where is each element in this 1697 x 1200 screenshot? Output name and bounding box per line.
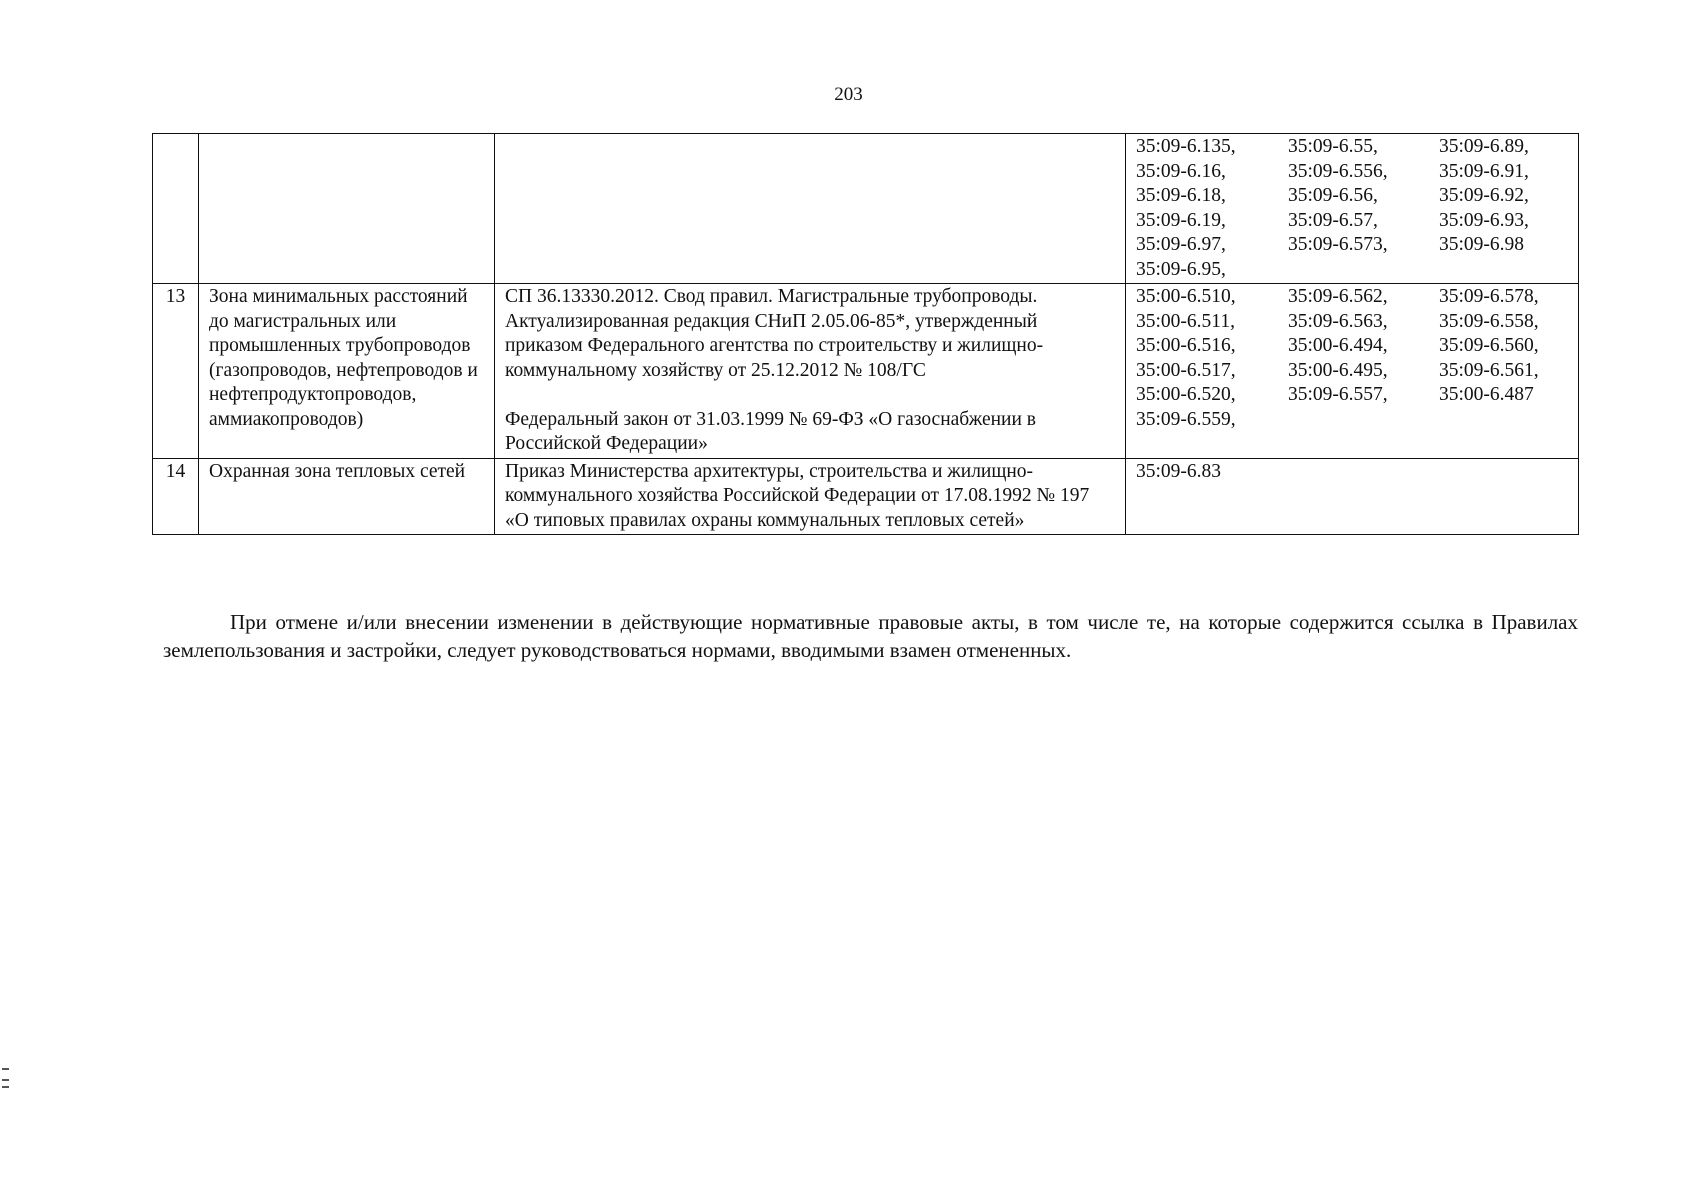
registry-number: 35:09-6.558, [1439, 310, 1539, 332]
registry-number: 35:09-6.55, [1288, 136, 1378, 157]
zones-table-body [153, 134, 1579, 535]
registry-number: 35:09-6.97, [1136, 234, 1226, 255]
registry-number: 35:00-6.510, [1136, 286, 1236, 307]
registry-number: 35:00-6.520, [1136, 384, 1236, 405]
registry-numbers [1126, 284, 1579, 459]
registry-number: 35:09-6.89, [1439, 136, 1529, 157]
registry-number: 35:00-6.487 [1439, 384, 1534, 405]
registry-number: 35:09-6.91, [1439, 160, 1529, 182]
registry-number: 35:00-6.495, [1288, 359, 1388, 381]
registry-numbers-grid [1136, 285, 1574, 432]
row-number [153, 134, 199, 284]
registry-number: 35:09-6.92, [1439, 185, 1529, 206]
registry-number: 35:09-6.19, [1136, 209, 1226, 231]
registry-number: 35:09-6.556, [1288, 160, 1388, 182]
registry-number: 35:09-6.562, [1288, 286, 1388, 307]
registry-numbers-grid [1136, 135, 1574, 282]
registry-number: 35:09-6.93, [1439, 209, 1529, 231]
registry-number: 35:00-6.516, [1136, 335, 1236, 356]
registry-numbers-grid [1136, 460, 1574, 485]
registry-number: 35:00-6.511, [1136, 310, 1235, 332]
registry-number: 35:09-6.563, [1288, 310, 1388, 332]
registry-number: 35:09-6.83 [1136, 460, 1222, 482]
regulatory-document [495, 134, 1126, 284]
amendment-note-text: При отмене и/или внесении изменении в действующие нормативные правовые акты, в том числе те, на которые содержится ссылка в Правилах землепользования и застройки, следует руководствоваться нормами, вводимыми взамен отмененных. [163, 610, 1578, 662]
registry-number: 35:09-6.98 [1439, 234, 1525, 255]
table-row [153, 284, 1579, 459]
registry-number: 35:09-6.18, [1136, 185, 1226, 206]
page-number: 203 [834, 84, 863, 105]
registry-number: 35:00-6.517, [1136, 359, 1236, 381]
document-paragraph: СП 36.13330.2012. Свод правил. Магистральные трубопроводы. Актуализированная редакция СНиП 2.05.06-85*, утвержденный приказом Федерального агентства по строительству и жилищно-коммунальному хозяйству от 25.12.2012 № 108/ГС [505, 286, 1044, 381]
zone-name: Зона минимальных расстояний до магистральных или промышленных трубопроводов (газопроводов, нефтепроводов и нефтепродуктопроводов, аммиакопроводов) [199, 284, 495, 459]
document-paragraph: Федеральный закон от 31.03.1999 № 69-ФЗ «О газоснабжении в Российской Федерации» [505, 408, 1036, 454]
registry-number: 35:09-6.16, [1136, 160, 1226, 182]
registry-number: 35:09-6.573, [1288, 234, 1388, 255]
zone-name [199, 134, 495, 284]
amendment-note [163, 608, 1578, 664]
paragraph-spacer [505, 383, 1115, 408]
registry-numbers [1126, 134, 1579, 284]
table-row-continuation [153, 134, 1579, 284]
regulatory-document [495, 284, 1126, 459]
row-number: 13 [153, 284, 199, 459]
scan-artifact-mark [2, 1086, 9, 1088]
zones-table [152, 133, 1579, 535]
registry-number: 35:09-6.57, [1288, 209, 1378, 231]
scan-artifact-mark [2, 1079, 9, 1081]
registry-number: 35:09-6.95, [1136, 258, 1226, 280]
registry-number: 35:09-6.560, [1439, 335, 1539, 356]
row-number: 14 [153, 458, 199, 535]
scan-artifact-mark [2, 1068, 9, 1070]
registry-number: 35:09-6.56, [1288, 185, 1378, 206]
regulatory-document [495, 458, 1126, 535]
document-paragraph: Приказ Министерства архитектуры, строительства и жилищно-коммунального хозяйства Российской Федерации от 17.08.1992 № 197 «О типовых правилах охраны коммунальных тепловых сетей» [505, 460, 1090, 531]
registry-number: 35:09-6.561, [1439, 359, 1539, 381]
registry-number: 35:09-6.578, [1439, 286, 1539, 307]
registry-number: 35:09-6.557, [1288, 384, 1388, 405]
registry-numbers [1126, 458, 1579, 535]
registry-number: 35:09-6.559, [1136, 408, 1236, 430]
zone-name: Охранная зона тепловых сетей [199, 458, 495, 535]
registry-number: 35:09-6.135, [1136, 136, 1236, 157]
table-row [153, 458, 1579, 535]
registry-number: 35:00-6.494, [1288, 335, 1388, 356]
